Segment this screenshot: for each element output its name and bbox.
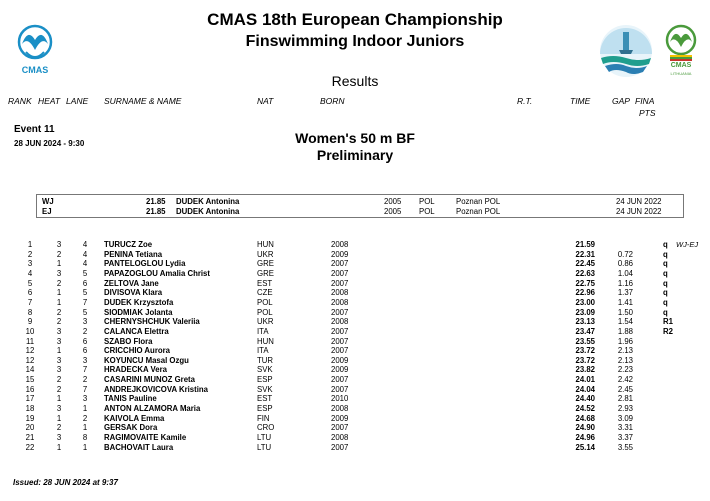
table-row bbox=[0, 356, 710, 366]
result-born: 2009 bbox=[331, 365, 349, 375]
result-nat: SVK bbox=[257, 384, 273, 394]
result-heat: 3 bbox=[56, 268, 62, 278]
result-lane: 4 bbox=[82, 249, 88, 259]
result-time: 24.90 bbox=[575, 423, 595, 433]
result-name: PENINA Tetiana bbox=[104, 249, 163, 259]
result-heat: 1 bbox=[56, 394, 62, 404]
result-lane: 6 bbox=[82, 346, 88, 356]
result-name: DUDEK Krzysztofa bbox=[104, 297, 174, 307]
result-nat: HUN bbox=[257, 240, 274, 249]
result-time: 22.63 bbox=[575, 268, 595, 278]
table-row bbox=[0, 394, 710, 404]
table-row bbox=[0, 375, 710, 385]
result-gap: 2.13 bbox=[617, 346, 633, 356]
table-row bbox=[0, 365, 710, 375]
event-number: Event 11 bbox=[14, 124, 55, 135]
result-gap: 3.37 bbox=[617, 433, 633, 442]
result-name: TURUCZ Zoe bbox=[104, 240, 153, 249]
result-time: 22.31 bbox=[575, 249, 595, 259]
col-born: BORN bbox=[320, 96, 345, 106]
col-fina: FINA bbox=[635, 96, 655, 106]
result-heat: 2 bbox=[56, 249, 62, 259]
result-q: R2 bbox=[663, 326, 673, 336]
result-rank: 12 bbox=[25, 346, 35, 356]
result-name: CHERNYSHCHUK Valeriia bbox=[104, 317, 200, 327]
result-name: CASARINI MUNOZ Greta bbox=[104, 375, 195, 385]
result-rank: 21 bbox=[25, 433, 35, 442]
result-gap: 1.37 bbox=[617, 288, 633, 298]
result-born: 2008 bbox=[331, 404, 349, 414]
record-type: EJ bbox=[42, 207, 52, 216]
result-name: PANTELOGLOU Lydia bbox=[104, 259, 186, 269]
table-row bbox=[0, 423, 710, 433]
table-row bbox=[0, 279, 710, 289]
result-heat: 3 bbox=[56, 326, 62, 336]
result-q: q bbox=[663, 288, 668, 298]
result-rank: 15 bbox=[25, 375, 35, 385]
table-row bbox=[0, 250, 710, 260]
result-nat: CZE bbox=[257, 288, 273, 298]
record-name: DUDEK Antonina bbox=[176, 207, 240, 216]
result-gap: 1.96 bbox=[617, 336, 633, 346]
result-born: 2010 bbox=[331, 394, 349, 404]
result-heat: 1 bbox=[56, 413, 62, 423]
result-time: 23.82 bbox=[575, 365, 595, 375]
result-time: 21.59 bbox=[575, 240, 595, 249]
result-gap: 0.72 bbox=[617, 249, 633, 259]
result-nat: CRO bbox=[257, 423, 275, 433]
cmas-logo-text: CMAS bbox=[21, 65, 49, 75]
record-type: WJ bbox=[42, 197, 54, 206]
result-nat: TUR bbox=[257, 355, 274, 365]
result-time: 22.75 bbox=[575, 278, 595, 288]
result-nat: EST bbox=[257, 278, 273, 288]
result-time: 23.47 bbox=[575, 326, 595, 336]
result-q: q bbox=[663, 297, 668, 307]
result-gap: 2.13 bbox=[617, 355, 633, 365]
result-q: q bbox=[663, 259, 668, 269]
result-time: 22.45 bbox=[575, 259, 595, 269]
result-lane: 3 bbox=[82, 394, 88, 404]
result-born: 2007 bbox=[331, 307, 349, 317]
result-born: 2007 bbox=[331, 346, 349, 356]
record-place: Poznan POL bbox=[456, 197, 501, 206]
result-time: 24.68 bbox=[575, 413, 595, 423]
result-rank: 2 bbox=[27, 249, 33, 259]
result-gap: 2.81 bbox=[617, 394, 633, 404]
event-phase: Preliminary bbox=[316, 147, 394, 163]
result-nat: POL bbox=[257, 297, 273, 307]
result-born: 2008 bbox=[331, 317, 349, 327]
result-q: q bbox=[663, 268, 668, 278]
record-date: 24 JUN 2022 bbox=[616, 207, 662, 216]
result-name: SIODMIAK Jolanta bbox=[104, 307, 173, 317]
result-heat: 2 bbox=[56, 384, 62, 394]
result-time: 23.09 bbox=[575, 307, 595, 317]
col-nat: NAT bbox=[257, 96, 274, 106]
table-row bbox=[0, 443, 710, 453]
result-rank: 4 bbox=[27, 268, 33, 278]
result-rank: 8 bbox=[27, 307, 33, 317]
result-born: 2007 bbox=[331, 268, 349, 278]
result-heat: 3 bbox=[56, 240, 62, 249]
table-row bbox=[0, 240, 710, 250]
result-lane: 6 bbox=[82, 336, 88, 346]
result-born: 2007 bbox=[331, 375, 349, 385]
result-born: 2008 bbox=[331, 297, 349, 307]
table-row bbox=[0, 385, 710, 395]
col-lane: LANE bbox=[66, 96, 89, 106]
result-time: 23.72 bbox=[575, 346, 595, 356]
result-lane: 4 bbox=[82, 240, 88, 249]
result-time: 24.40 bbox=[575, 394, 595, 404]
record-nat: POL bbox=[419, 207, 435, 216]
col-time: TIME bbox=[570, 96, 591, 106]
result-name: PAPAZOGLOU Amalia Christ bbox=[104, 268, 210, 278]
result-nat: EST bbox=[257, 394, 273, 404]
result-born: 2008 bbox=[331, 240, 349, 249]
result-born: 2009 bbox=[331, 413, 349, 423]
results-heading: Results bbox=[331, 73, 379, 89]
table-row bbox=[0, 298, 710, 308]
result-born: 2007 bbox=[331, 384, 349, 394]
result-name: ANTON ALZAMORA Maria bbox=[104, 404, 201, 414]
result-nat: FIN bbox=[257, 413, 270, 423]
col-surname-name: SURNAME & NAME bbox=[104, 96, 182, 106]
result-born: 2008 bbox=[331, 288, 349, 298]
result-gap: 3.55 bbox=[617, 442, 633, 452]
result-rank: 11 bbox=[25, 336, 35, 346]
result-born: 2007 bbox=[331, 278, 349, 288]
event-title: Women's 50 m BF bbox=[295, 130, 415, 146]
result-rec: WJ-EJ bbox=[676, 240, 699, 249]
result-gap: 2.42 bbox=[617, 375, 633, 385]
result-lane: 5 bbox=[82, 307, 88, 317]
result-lane: 2 bbox=[82, 413, 88, 423]
result-name: GERSAK Dora bbox=[104, 423, 158, 433]
result-gap: 2.23 bbox=[617, 365, 633, 375]
result-time: 22.96 bbox=[575, 288, 595, 298]
cmas-lithuania-logo-icon bbox=[663, 22, 699, 80]
cmas-logo-icon bbox=[12, 22, 58, 80]
result-nat: ESP bbox=[257, 375, 273, 385]
result-name: HRADECKA Vera bbox=[104, 365, 167, 375]
table-row bbox=[0, 337, 710, 347]
result-heat: 1 bbox=[56, 442, 62, 452]
result-heat: 1 bbox=[56, 259, 62, 269]
result-time: 24.04 bbox=[575, 384, 595, 394]
result-lane: 7 bbox=[82, 384, 88, 394]
table-row bbox=[0, 269, 710, 279]
record-nat: POL bbox=[419, 197, 435, 206]
col-gap: GAP bbox=[612, 96, 630, 106]
result-heat: 2 bbox=[56, 317, 62, 327]
record-row bbox=[0, 207, 710, 217]
result-gap: 2.45 bbox=[617, 384, 633, 394]
result-rank: 3 bbox=[27, 259, 33, 269]
result-time: 24.96 bbox=[575, 433, 595, 442]
table-row bbox=[0, 404, 710, 414]
result-q: q bbox=[663, 240, 668, 249]
table-row bbox=[0, 288, 710, 298]
result-time: 24.01 bbox=[575, 375, 595, 385]
result-name: BACHOVAIT Laura bbox=[104, 442, 174, 452]
result-name: KOYUNCU Masal Ozgu bbox=[104, 355, 189, 365]
result-born: 2007 bbox=[331, 259, 349, 269]
result-time: 23.13 bbox=[575, 317, 595, 327]
col-rank: RANK bbox=[8, 96, 32, 106]
result-nat: UKR bbox=[257, 317, 274, 327]
record-row bbox=[0, 197, 710, 207]
result-lane: 5 bbox=[82, 268, 88, 278]
result-gap: 2.93 bbox=[617, 404, 633, 414]
result-lane: 8 bbox=[82, 433, 88, 442]
col-heat: HEAT bbox=[38, 96, 61, 106]
championship-subtitle: Finswimming Indoor Juniors bbox=[245, 33, 465, 50]
result-nat: ESP bbox=[257, 404, 273, 414]
table-row bbox=[0, 414, 710, 424]
result-nat: ITA bbox=[257, 326, 269, 336]
result-name: RAGIMOVAITE Kamile bbox=[104, 433, 187, 442]
result-nat: POL bbox=[257, 307, 273, 317]
result-born: 2007 bbox=[331, 326, 349, 336]
result-name: DIVISOVA Klara bbox=[104, 288, 163, 298]
result-lane: 1 bbox=[82, 404, 88, 414]
result-heat: 3 bbox=[56, 433, 62, 442]
result-lane: 3 bbox=[82, 317, 88, 327]
result-lane: 5 bbox=[82, 288, 88, 298]
result-gap: 1.88 bbox=[617, 326, 633, 336]
result-nat: LTU bbox=[257, 442, 272, 452]
record-time: 21.85 bbox=[146, 207, 166, 216]
result-lane: 7 bbox=[82, 297, 88, 307]
result-name: ANDREJKOVICOVA Kristina bbox=[104, 384, 208, 394]
result-born: 2007 bbox=[331, 442, 349, 452]
result-gap: 1.54 bbox=[617, 317, 633, 327]
result-lane: 3 bbox=[82, 355, 88, 365]
result-born: 2008 bbox=[331, 433, 349, 442]
result-q: q bbox=[663, 278, 668, 288]
result-heat: 1 bbox=[56, 297, 62, 307]
result-nat: LTU bbox=[257, 433, 272, 442]
result-nat: GRE bbox=[257, 268, 274, 278]
result-rank: 12 bbox=[25, 355, 35, 365]
col-rt: R.T. bbox=[517, 96, 533, 106]
result-rank: 18 bbox=[25, 404, 35, 414]
result-q: q bbox=[663, 249, 668, 259]
table-row bbox=[0, 259, 710, 269]
result-rank: 5 bbox=[27, 278, 33, 288]
result-q: q bbox=[663, 307, 668, 317]
result-lane: 4 bbox=[82, 259, 88, 269]
table-row bbox=[0, 317, 710, 327]
result-nat: ITA bbox=[257, 346, 269, 356]
result-lane: 1 bbox=[82, 442, 88, 452]
result-born: 2009 bbox=[331, 355, 349, 365]
result-time: 23.00 bbox=[575, 297, 595, 307]
result-rank: 16 bbox=[25, 384, 35, 394]
result-name: CALANCA Elettra bbox=[104, 326, 169, 336]
result-rank: 6 bbox=[27, 288, 33, 298]
result-rank: 19 bbox=[25, 413, 35, 423]
result-name: KAIVOLA Emma bbox=[104, 413, 165, 423]
result-time: 24.52 bbox=[575, 404, 595, 414]
result-nat: SVK bbox=[257, 365, 273, 375]
issued-timestamp: Issued: 28 JUN 2024 at 9:37 bbox=[13, 478, 118, 487]
result-rank: 7 bbox=[27, 297, 33, 307]
result-time: 23.55 bbox=[575, 336, 595, 346]
event-datetime: 28 JUN 2024 - 9:30 bbox=[14, 139, 85, 148]
result-name: TANIS Pauline bbox=[104, 394, 157, 404]
result-born: 2007 bbox=[331, 336, 349, 346]
result-gap: 1.04 bbox=[617, 268, 633, 278]
result-heat: 2 bbox=[56, 423, 62, 433]
result-rank: 22 bbox=[25, 442, 35, 452]
table-row bbox=[0, 433, 710, 443]
result-name: ZELTOVA Jane bbox=[104, 278, 159, 288]
result-rank: 9 bbox=[27, 317, 33, 327]
result-heat: 2 bbox=[56, 307, 62, 317]
result-heat: 3 bbox=[56, 365, 62, 375]
result-lane: 2 bbox=[82, 326, 88, 336]
result-time: 23.72 bbox=[575, 355, 595, 365]
result-heat: 3 bbox=[56, 355, 62, 365]
table-row bbox=[0, 308, 710, 318]
result-name: SZABO Flora bbox=[104, 336, 153, 346]
result-nat: UKR bbox=[257, 249, 274, 259]
result-lane: 6 bbox=[82, 278, 88, 288]
result-gap: 1.41 bbox=[617, 297, 633, 307]
record-born: 2005 bbox=[384, 197, 402, 206]
result-born: 2007 bbox=[331, 423, 349, 433]
result-gap: 3.31 bbox=[617, 423, 633, 433]
result-rank: 20 bbox=[25, 423, 35, 433]
result-lane: 7 bbox=[82, 365, 88, 375]
record-time: 21.85 bbox=[146, 197, 166, 206]
result-gap: 1.50 bbox=[617, 307, 633, 317]
col-pts: PTS bbox=[639, 108, 656, 118]
result-born: 2009 bbox=[331, 249, 349, 259]
record-name: DUDEK Antonina bbox=[176, 197, 240, 206]
record-born: 2005 bbox=[384, 207, 402, 216]
result-gap: 0.86 bbox=[617, 259, 633, 269]
result-name: CRICCHIO Aurora bbox=[104, 346, 170, 356]
table-row bbox=[0, 346, 710, 356]
result-rank: 10 bbox=[25, 326, 35, 336]
record-place: Poznan POL bbox=[456, 207, 501, 216]
result-rank: 1 bbox=[27, 240, 33, 249]
championship-title: CMAS 18th European Championship bbox=[207, 10, 503, 29]
table-row bbox=[0, 327, 710, 337]
result-time: 25.14 bbox=[575, 442, 595, 452]
result-lane: 1 bbox=[82, 423, 88, 433]
cmas-lithuania-logo-subtext: LITHUANIA bbox=[670, 71, 692, 76]
result-gap: 3.09 bbox=[617, 413, 633, 423]
result-rank: 17 bbox=[25, 394, 35, 404]
result-heat: 2 bbox=[56, 375, 62, 385]
cmas-lithuania-logo-text: CMAS bbox=[670, 62, 692, 69]
result-gap: 1.16 bbox=[617, 278, 633, 288]
result-heat: 2 bbox=[56, 278, 62, 288]
result-q: R1 bbox=[663, 317, 673, 327]
result-heat: 1 bbox=[56, 346, 62, 356]
result-heat: 3 bbox=[56, 404, 62, 414]
result-nat: GRE bbox=[257, 259, 274, 269]
result-heat: 3 bbox=[56, 336, 62, 346]
result-heat: 1 bbox=[56, 288, 62, 298]
result-lane: 2 bbox=[82, 375, 88, 385]
record-date: 24 JUN 2022 bbox=[616, 197, 662, 206]
result-rank: 14 bbox=[25, 365, 35, 375]
result-nat: HUN bbox=[257, 336, 274, 346]
